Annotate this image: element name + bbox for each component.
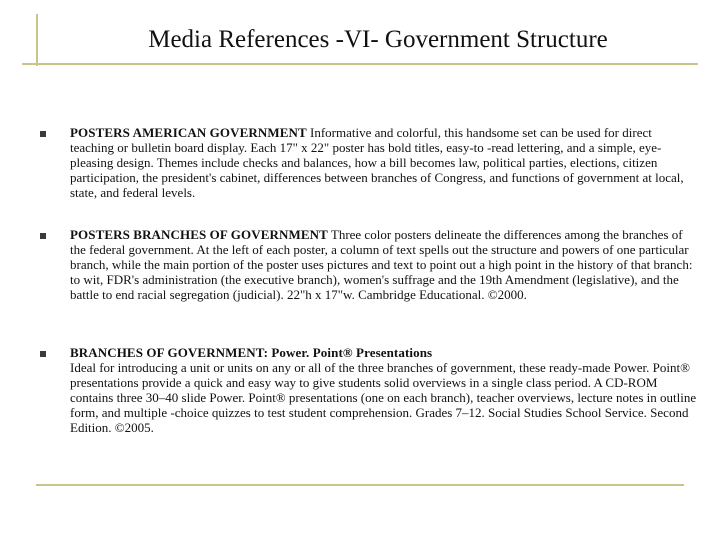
square-bullet-icon: [40, 233, 46, 239]
item-body: Three color posters delineate the differences among the branches of the federal government. At the left of each poster, a column of text spells out the structure and powers of one particular branch, while the main portion of the poster uses pictures and text to point out a high point in the history of that branch: to wit, FDR's administration (the executive branch), women's suffrage and the 19th Amendment (legislative), and the battle to end racial segregation (judicial). 22"h x 17"w. Cambridge Educational. ©2000.: [70, 227, 693, 302]
title-underline: [22, 63, 698, 65]
item-body: Informative and colorful, this handsome set can be used for direct teaching or bulletin board display. Each 17" x 22" poster has bold titles, easy-to -read lettering, and a simple, eye-pleasing design. Themes include checks and balances, how a bill becomes law, political parties, elections, citizen participation, the president's cabinet, differences between branches of Congress, and functions of government at local, state, and federal levels.: [70, 125, 684, 200]
item-text: [70, 345, 698, 435]
item-text: [70, 125, 698, 200]
item-body: Ideal for introducing a unit or units on any or all of the three branches of government, these ready-made Power. Point® presentations provide a quick and easy way to give students solid overviews in a single class period. A CD-ROM contains three 30–40 slide Power. Point® presentations (one on each branch), teacher overviews, lecture notes in outline form, and multiple -choice quizzes to test student comprehension. Grades 7–12. Social Studies School Service. Second Edition. ©2005.: [70, 360, 697, 435]
title-accent-vertical-line: [36, 14, 38, 66]
square-bullet-icon: [40, 131, 46, 137]
item-heading: POSTERS BRANCHES OF GOVERNMENT: [70, 227, 328, 242]
footer-line: [36, 484, 684, 486]
slide-title: Media References -VI- Government Structure: [148, 26, 608, 53]
square-bullet-icon: [40, 351, 46, 357]
item-heading: BRANCHES OF GOVERNMENT: Power. Point® Presentations: [70, 345, 433, 360]
item-text: [70, 227, 698, 302]
item-heading: POSTERS AMERICAN GOVERNMENT: [70, 125, 307, 140]
